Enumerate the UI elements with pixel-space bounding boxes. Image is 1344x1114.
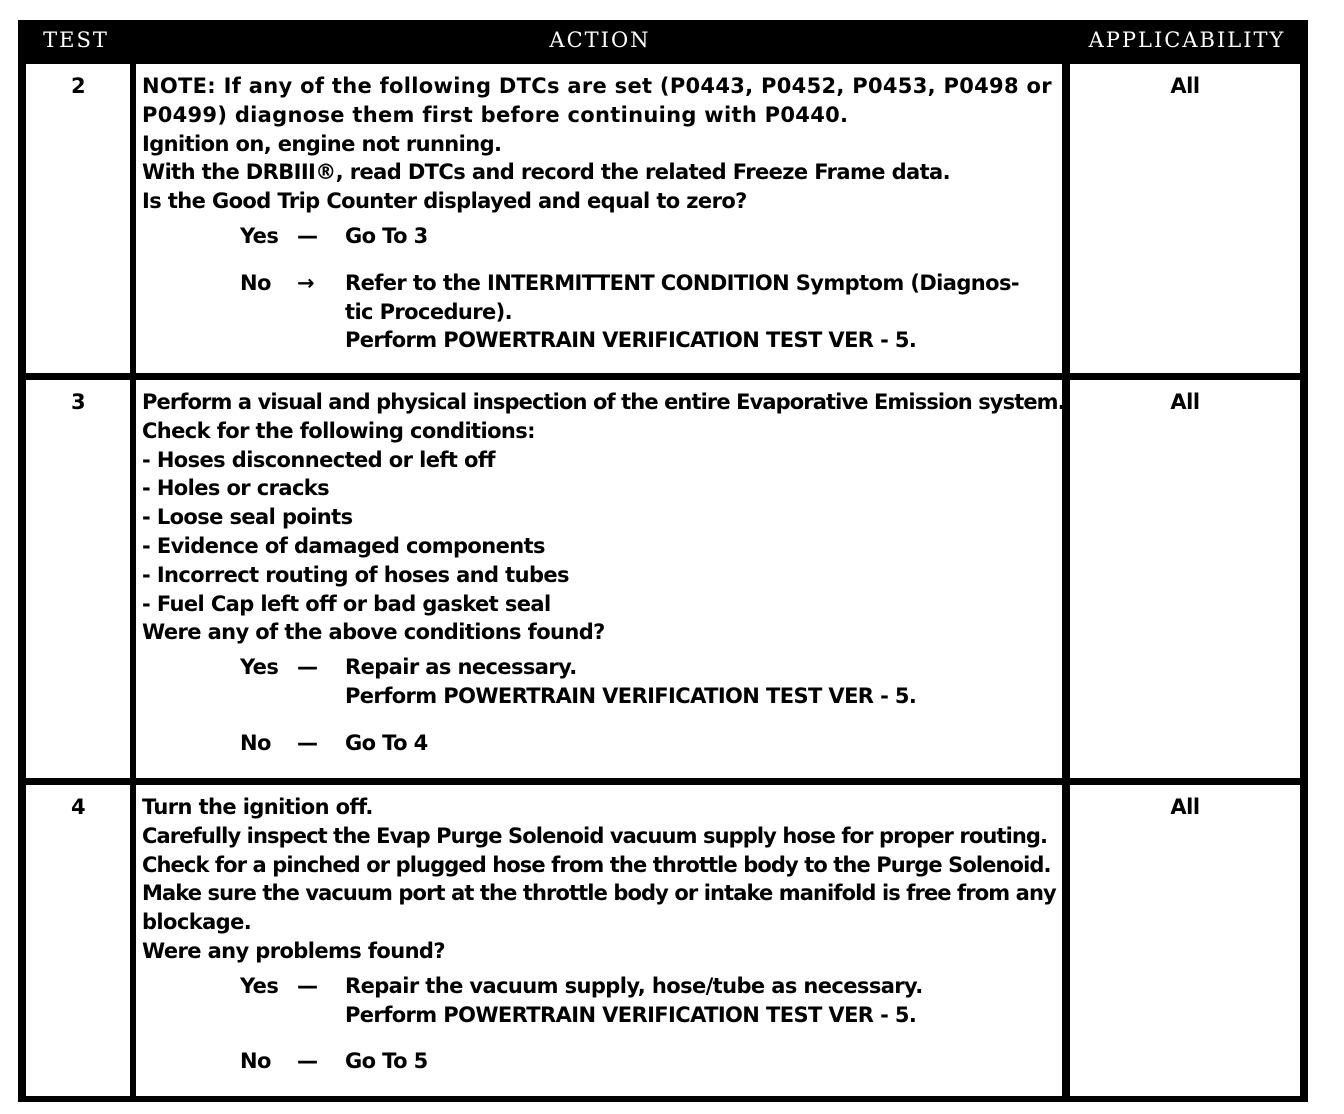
dash-icon: — [297,223,318,248]
answer-yes [142,222,1062,251]
answer-list [142,222,1062,355]
answer-label: Yes [240,223,279,248]
row-test-cell [26,64,130,373]
row-action-cell [136,380,1065,778]
answer-list [142,972,1062,1076]
action-line: blockage. [142,910,252,935]
action-line: - Incorrect routing of hoses and tubes [142,562,569,587]
answer-text: Repair as necessary. [345,655,577,680]
test-number: 4 [70,795,86,819]
answer-text: Perform POWERTRAIN VERIFICATION TEST VER - 5. [345,1002,917,1027]
row-applicability-cell [1070,64,1300,373]
answer-text: tic Procedure). [345,299,513,324]
answer-label: No [240,270,271,295]
action-line: - Hoses disconnected or left off [142,447,495,472]
action-line: - Fuel Cap left off or bad gasket seal [142,591,551,616]
header-action: ACTION [549,28,651,52]
test-number: 2 [70,74,86,98]
applicability-value: All [1170,74,1200,98]
action-line: Is the Good Trip Counter displayed and equal to zero? [142,189,747,214]
answer-text: Refer to the INTERMITTENT CONDITION Symptom (Diagnos- [345,270,1019,295]
action-line: Check for the following conditions: [142,418,535,443]
action-line: With the DRBIII®, read DTCs and record the related Freeze Frame data. [142,160,950,185]
action-line: NOTE: If any of the following DTCs are set (P0443, P0452, P0453, P0498 or [142,74,1052,98]
header-applicability: APPLICABILITY [1088,28,1286,52]
dash-icon: — [297,973,318,998]
row-action-cell [136,64,1062,373]
answer-text: Go To 4 [345,730,428,755]
test-number: 3 [70,390,86,414]
applicability-value: All [1170,390,1200,414]
answer-text: Go To 5 [345,1049,428,1074]
answer-label: Yes [240,655,279,680]
header-test: TEST [43,28,109,52]
answer-yes [142,972,1062,1030]
action-line: Perform a visual and physical inspection of the entire Evaporative Emission system. [142,390,1065,414]
dash-icon: — [297,1049,318,1074]
answer-label: Yes [240,973,279,998]
answer-yes [142,653,1062,711]
action-line: Carefully inspect the Evap Purge Solenoid vacuum supply hose for proper routing. [142,823,1048,848]
answer-label: No [240,730,271,755]
answer-no [142,729,1062,758]
answer-no [142,269,1062,355]
answer-label: No [240,1049,271,1074]
row-applicability-cell [1070,785,1300,1096]
action-line: P0499) diagnose them first before continuing with P0440. [142,102,849,127]
row-action-cell [136,785,1062,1096]
answer-text: Perform POWERTRAIN VERIFICATION TEST VER - 5. [345,683,917,708]
arrow-right-icon: → [297,270,314,295]
row-test-cell [26,380,130,778]
answer-text: Go To 3 [345,223,428,248]
action-line: Were any problems found? [142,938,445,963]
action-line: Make sure the vacuum port at the throttle body or intake manifold is free from any [142,881,1056,906]
row-test-cell [26,785,130,1096]
row-applicability-cell [1070,380,1300,778]
action-line: Check for a pinched or plugged hose from the throttle body to the Purge Solenoid. [142,852,1051,877]
applicability-value: All [1170,795,1200,819]
action-line: Ignition on, engine not running. [142,131,502,156]
action-line: Turn the ignition off. [142,795,373,819]
action-line: - Evidence of damaged components [142,533,545,558]
answer-list [142,653,1062,757]
action-line: - Holes or cracks [142,476,330,501]
diagnostic-table [18,20,1308,1102]
answer-text: Repair the vacuum supply, hose/tube as necessary. [345,973,923,998]
answer-text: Perform POWERTRAIN VERIFICATION TEST VER - 5. [345,328,917,353]
action-line: Were any of the above conditions found? [142,620,605,645]
action-line: - Loose seal points [142,505,353,530]
dash-icon: — [297,730,318,755]
dash-icon: — [297,655,318,680]
answer-no [142,1047,1062,1076]
